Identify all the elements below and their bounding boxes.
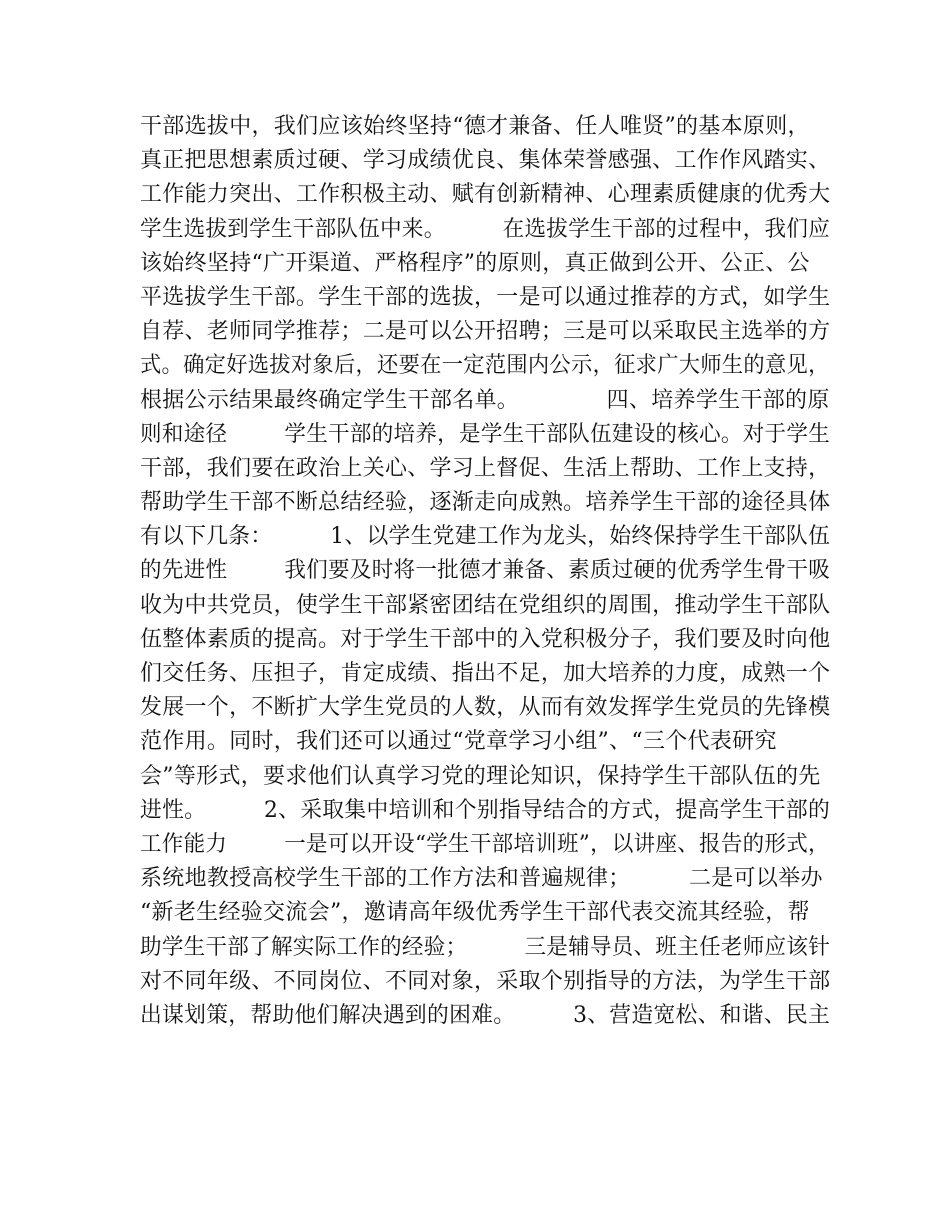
text-line: 平选拔学生干部。学生干部的选拔，一是可以通过推荐的方式，如学生: [140, 284, 831, 310]
text-line: 工作能力 一是可以开设“学生干部培训班”，以讲座、报告的形式，: [140, 831, 830, 857]
text-line: 伍整体素质的提高。对于学生干部中的入党积极分子，我们要及时向他: [140, 626, 831, 652]
text-line: 出谋划策，帮助他们解决遇到的困难。 3、营造宽松、和谐、民主: [140, 1002, 831, 1028]
text-line: 有以下几条： 1、以学生党建工作为龙头，始终保持学生干部队伍: [140, 524, 831, 550]
text-line: 系统地教授高校学生干部的工作方法和普遍规律； 二是可以举办: [140, 866, 823, 892]
text-line: 则和途径 学生干部的培养，是学生干部队伍建设的核心。对于学生: [140, 421, 831, 447]
text-line: 自荐、老师同学推荐；二是可以公开招聘；三是可以采取民主选举的方: [140, 319, 831, 345]
text-line: 们交任务、压担子，肯定成绩、指出不足，加大培养的力度，成熟一个: [140, 661, 831, 686]
text-line: 工作能力突出、工作积极主动、赋有创新精神、心理素质健康的优秀大: [140, 182, 831, 208]
text-line: 根据公示结果最终确定学生干部名单。 四、培养学生干部的原: [140, 387, 830, 413]
text-line: 的先进性 我们要及时将一批德才兼备、素质过硬的优秀学生骨干吸: [140, 558, 831, 584]
text-line: 范作用。同时，我们还可以通过“党章学习小组”、“三个代表研究: [140, 729, 777, 755]
text-line: “新老生经验交流会”，邀请高年级优秀学生干部代表交流其经验，帮: [140, 900, 810, 926]
text-line: 助学生干部了解实际工作的经验； 三是辅导员、班主任老师应该针: [140, 934, 831, 960]
text-line: 进性。 2、采取集中培训和个别指导结合的方式，提高学生干部的: [140, 797, 831, 823]
text-line: 学生选拔到学生干部队伍中来。 在选拔学生干部的过程中，我们应: [140, 216, 831, 242]
text-line: 干部，我们要在政治上关心、学习上督促、生活上帮助、工作上支持，: [140, 455, 831, 481]
text-line: 式。确定好选拔对象后，还要在一定范围内公示，征求广大师生的意见，: [140, 353, 830, 379]
text-line: 对不同年级、不同岗位、不同对象，采取个别指导的方法，为学生干部: [140, 968, 831, 994]
text-line: 收为中共党员，使学生干部紧密团结在党组织的周围，推动学生干部队: [140, 592, 831, 618]
text-line: 真正把思想素质过硬、学习成绩优良、集体荣誉感强、工作作风踏实、: [140, 148, 831, 174]
text-line: 干部选拔中，我们应该始终坚持“德才兼备、任人唯贤”的基本原则，: [140, 114, 810, 139]
text-line: 帮助学生干部不断总结经验，逐渐走向成熟。培养学生干部的途径具体: [140, 490, 831, 516]
text-line: 该始终坚持“广开渠道、严格程序”的原则，真正做到公开、公正、公: [140, 250, 810, 276]
body-text: [140, 110, 830, 1033]
text-line: 会”等形式，要求他们认真学习党的理论知识，保持学生干部队伍的先: [140, 763, 821, 789]
text-line: 发展一个，不断扩大学生党员的人数，从而有效发挥学生党员的先锋模: [140, 695, 831, 721]
